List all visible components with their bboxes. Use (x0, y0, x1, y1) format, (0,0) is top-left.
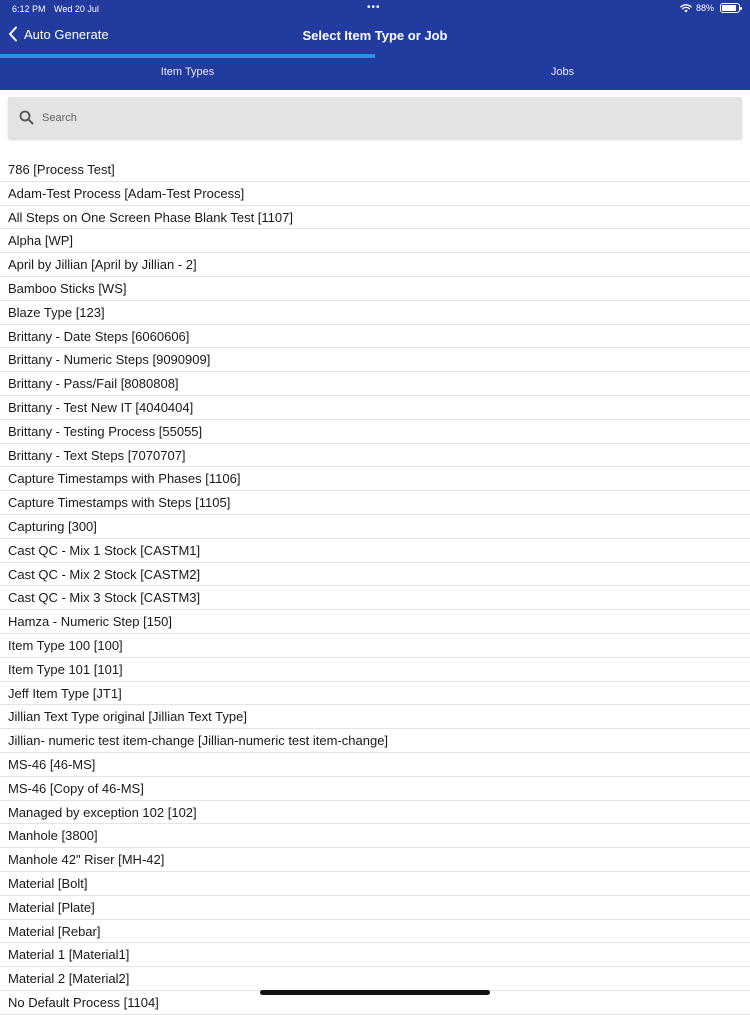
battery-fill (722, 5, 736, 11)
list-item[interactable]: MS-46 [Copy of 46-MS] (0, 777, 750, 801)
list-item[interactable]: Bamboo Sticks [WS] (0, 277, 750, 301)
back-button-label: Auto Generate (24, 26, 109, 42)
list-item[interactable]: Brittany - Testing Process [55055] (0, 420, 750, 444)
list-item[interactable]: MS-46 [46-MS] (0, 753, 750, 777)
status-right (680, 3, 740, 13)
list-item[interactable]: Material [Bolt] (0, 872, 750, 896)
segmented-tabs (0, 54, 750, 90)
list-item[interactable]: Manhole [3800] (0, 824, 750, 848)
multitasking-dots-icon[interactable]: ••• (367, 2, 381, 13)
list-item[interactable]: Capturing [300] (0, 515, 750, 539)
tab-jobs[interactable]: Jobs (550, 66, 575, 78)
list-item[interactable]: Manhole 42" Riser [MH-42] (0, 848, 750, 872)
page-title: Select Item Type or Job (302, 28, 448, 43)
list-item[interactable]: Brittany - Numeric Steps [9090909] (0, 348, 750, 372)
list-item[interactable]: Cast QC - Mix 3 Stock [CASTM3] (0, 586, 750, 610)
tab-item-types[interactable]: Item Types (160, 66, 215, 78)
nav-bar (0, 24, 750, 50)
list-item[interactable]: Alpha [WP] (0, 229, 750, 253)
list-item[interactable]: Material 1 [Material1] (0, 943, 750, 967)
list-item[interactable]: April by Jillian [April by Jillian - 2] (0, 253, 750, 277)
list-item[interactable]: Brittany - Test New IT [4040404] (0, 396, 750, 420)
list-item[interactable]: Brittany - Text Steps [7070707] (0, 444, 750, 468)
list-item[interactable]: Item Type 101 [101] (0, 658, 750, 682)
list-item[interactable]: Brittany - Date Steps [6060606] (0, 325, 750, 349)
list-item[interactable]: No Default Process [1104] (0, 991, 750, 1015)
tab-selected-indicator (0, 54, 375, 58)
list-item[interactable]: Material 2 [Material2] (0, 967, 750, 991)
list-item[interactable]: Managed by exception 102 [102] (0, 801, 750, 825)
search-icon (19, 110, 34, 125)
list-item[interactable]: Material [Rebar] (0, 920, 750, 944)
search-bar (8, 97, 742, 138)
battery-icon (720, 3, 740, 13)
list-item[interactable]: Material [Plate] (0, 896, 750, 920)
list-item[interactable]: Jeff Item Type [JT1] (0, 682, 750, 706)
battery-percent: 88% (695, 3, 714, 13)
list-item[interactable]: Cast QC - Mix 1 Stock [CASTM1] (0, 539, 750, 563)
list-item[interactable]: 786 [Process Test] (0, 158, 750, 182)
list-item[interactable]: Jillian Text Type original [Jillian Text Type] (0, 705, 750, 729)
list-item[interactable]: Adam-Test Process [Adam-Test Process] (0, 182, 750, 206)
list-item[interactable]: All Steps on One Screen Phase Blank Test [1107] (0, 206, 750, 230)
list-item[interactable]: Hamza - Numeric Step [150] (0, 610, 750, 634)
wifi-icon (680, 3, 692, 13)
status-date: Wed 20 Jul (54, 4, 99, 14)
list-item[interactable]: Capture Timestamps with Steps [1105] (0, 491, 750, 515)
header (0, 0, 750, 90)
list-item[interactable]: Jillian- numeric test item-change [Jillian-numeric test item-change] (0, 729, 750, 753)
list-item[interactable]: Blaze Type [123] (0, 301, 750, 325)
item-type-list (0, 158, 750, 1015)
search-input[interactable] (42, 107, 722, 129)
list-item[interactable]: Brittany - Pass/Fail [8080808] (0, 372, 750, 396)
home-indicator[interactable] (260, 990, 490, 995)
list-item[interactable]: Cast QC - Mix 2 Stock [CASTM2] (0, 563, 750, 587)
list-item[interactable]: Capture Timestamps with Phases [1106] (0, 467, 750, 491)
status-bar (0, 0, 750, 18)
list-item[interactable]: Item Type 100 [100] (0, 634, 750, 658)
battery-cap (740, 7, 742, 10)
status-time: 6:12 PM (12, 4, 46, 14)
